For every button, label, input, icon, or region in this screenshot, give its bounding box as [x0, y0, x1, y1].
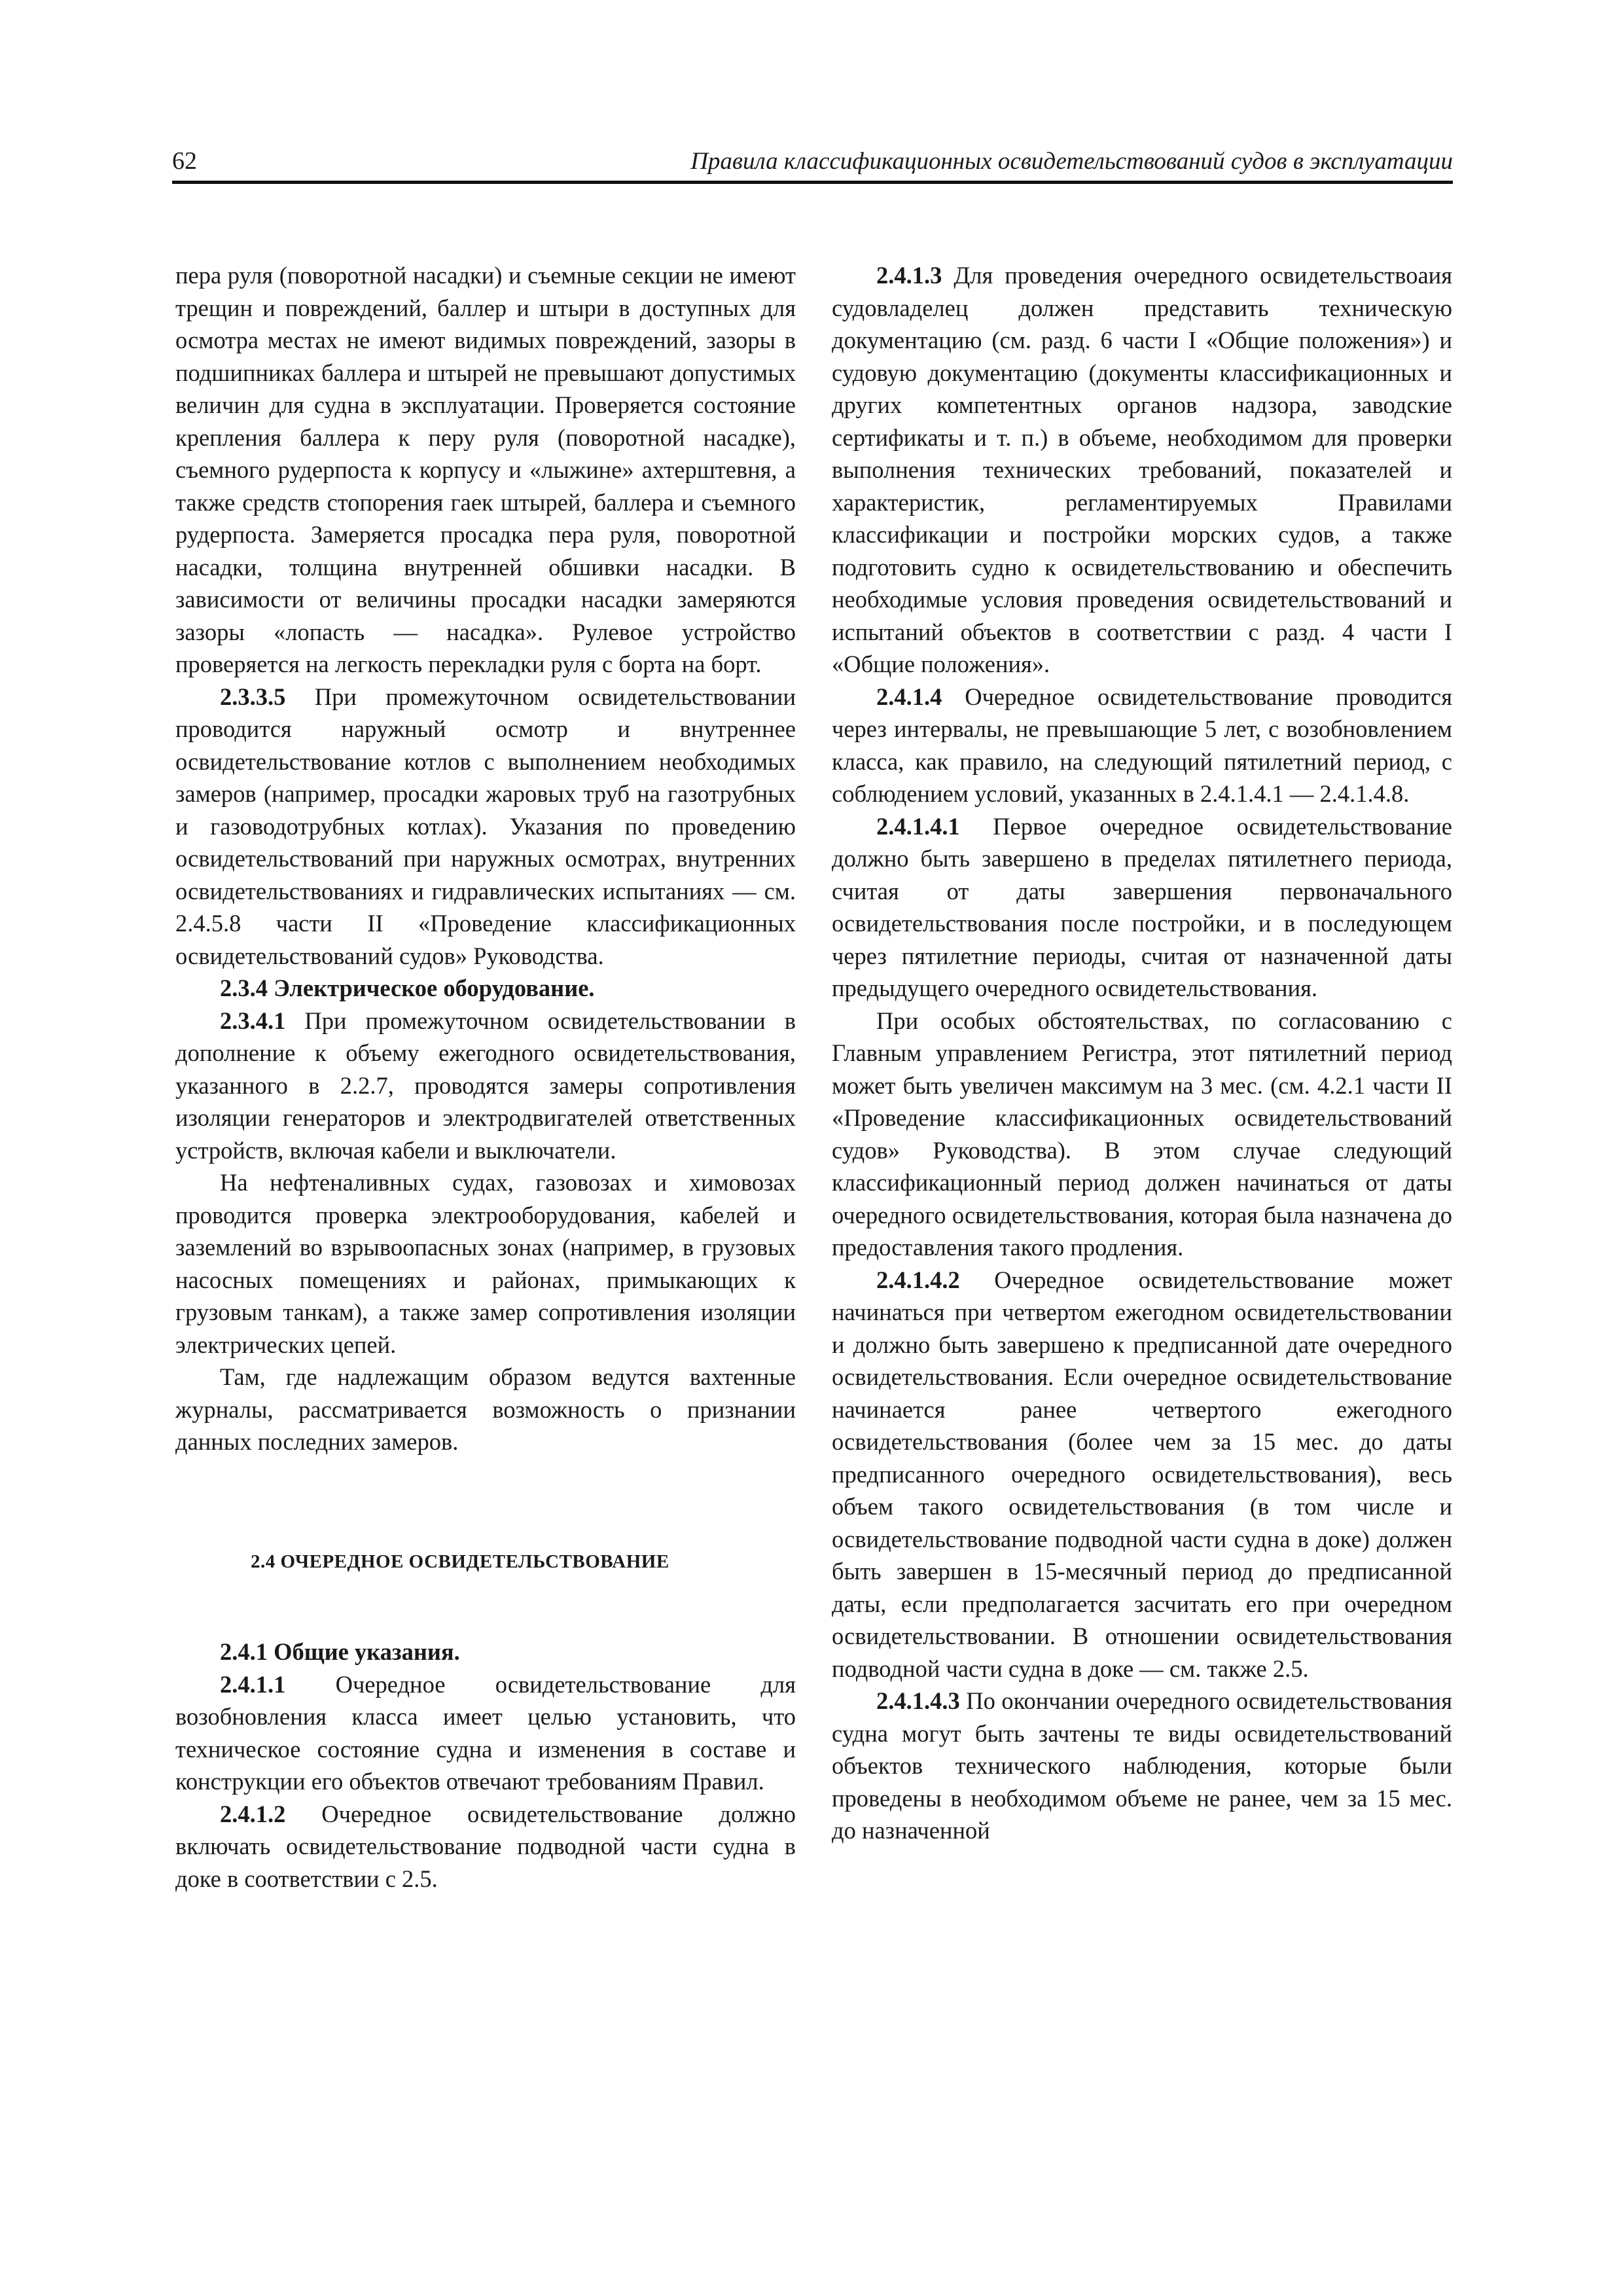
- clause-number: 2.4.1.4.3: [876, 1687, 960, 1714]
- clause-number: 2.4.1.4.2: [876, 1266, 960, 1293]
- paragraph: [175, 1668, 796, 1798]
- paragraph-text: Очередное освидетельствование должно включать освидетельствование подводной части судна в доке в соответствии с 2.5.: [175, 1800, 796, 1892]
- paragraph: пера руля (поворотной насадки) и съемные секции не имеют трещин и повреждений, баллер и штыри в доступных для осмотра местах не имеют видимых повреждений, зазоры в подшипниках баллера и штырей не превышают допустимых величин для судна в эксплуатации. Проверяется состояние крепления баллера к перу руля (поворотной насадке), съемного рудерпоста к корпусу и «лыжине» ахтерштевня, а также средств стопорения гаек штырей, баллера и съемного рудерпоста. Замеряется просадка пера руля, поворотной насадки, толщина внутренней обшивки насадки. В зависимости от величины просадки насадки замеряются зазоры «лопасть — насадка». Рулевое устройство проверяется на легкость перекладки руля с борта на борт.: [175, 262, 796, 677]
- paragraph: [832, 681, 1452, 810]
- clause-number: 2.4.1.4.1: [876, 812, 960, 840]
- paragraph: [175, 1005, 796, 1167]
- page-number: 62: [172, 147, 197, 175]
- spacer: [175, 1458, 796, 1546]
- paragraph-text: При промежуточном освидетельствовании проводится наружный осмотр и внутреннее освидетельствование котлов с выполнением необходимых замеров (например, просадки жаровых труб на газотрубных и газоводотрубных котлах). Указания по проведению освидетельствований при наружных осмотрах, внутренних освидетельствованиях и гидравлических испытаниях — см. 2.4.5.8 части II «Проведение классификационных освидетельствований судов» Руководства.: [175, 683, 796, 969]
- paragraph-text: Очередное освидетельствование может начинаться при четвертом ежегодном освидетельствовании и должно быть завершено к предписанной дате очередного освидетельствования. Если очередное освидетельствование начинается ранее четвертого ежегодного освидетельствования (более чем за 15 мес. до даты предписанного очередного освидетельствования), весь объем такого освидетельствования (в том числе и освидетельствование подводной части судна в доке) должен быть завершен в 15-месячный период до предписанной даты, если предполагается засчитать его при очередном освидетельствовании. В отношении освидетельствования подводной части судна в доке — см. также 2.5.: [832, 1266, 1452, 1682]
- clause-number: 2.3.4.1: [220, 1007, 286, 1034]
- subsection-heading: [175, 1636, 796, 1668]
- clause-number: 2.4.1.3: [876, 262, 942, 289]
- paragraph-text: По окончании очередного освидетельствования судна могут быть зачтены те виды освидетельствований объектов технического наблюдения, которые были проведены в необходимом объеме не ранее, чем за 15 мес. до назначенной: [832, 1687, 1452, 1844]
- clause-number: 2.3.3.5: [220, 683, 286, 710]
- paragraph: На нефтеналивных судах, газовозах и химовозах проводится проверка электрооборудования, кабелей и заземлений во взрывоопасных зонах (например, в грузовых насосных помещениях и районах, примыкающих к грузовым танкам), а также замер сопротивления изоляции электрических цепей.: [175, 1169, 796, 1358]
- clause-number: 2.4.1.4: [876, 683, 942, 710]
- page-header: [172, 141, 1453, 184]
- subsection-heading: [175, 972, 796, 1005]
- paragraph-text: Очередное освидетельствование для возобновления класса имеет целью установить, что техническое состояние судна и изменения в составе и конструкции его объектов отвечают требованиям Правил.: [175, 1670, 796, 1795]
- paragraph: [175, 1798, 796, 1895]
- paragraph: [832, 1264, 1452, 1685]
- paragraph: [832, 259, 1452, 681]
- paragraph: [832, 810, 1452, 1005]
- running-title: Правила классификационных освидетельствований судов в эксплуатации: [690, 148, 1453, 175]
- paragraph: При особых обстоятельствах, по согласованию с Главным управлением Регистра, этот пятилетний период может быть увеличен максимум на 3 мес. (см. 4.2.1 части II «Проведение классификационных освидетельствований судов» Руководства). В этом случае следующий классификационный период должен начинаться от даты очередного освидетельствования, которая была назначена до предоставления такого продления.: [832, 1007, 1452, 1261]
- clause-number: 2.4.1.1: [220, 1670, 286, 1698]
- paragraph-text: Для проведения очередного освидетельствоаия судовладелец должен представить техническую документацию (см. разд. 6 части I «Общие положения») и судовую документацию (документы классификационных и других компетентных органов надзора, заводские сертификаты и т. п.) в объеме, необходимом для проверки выполнения технических требований, показателей и характеристик, регламентируемых Правилами классификации и постройки морских судов, а также подготовить судно к освидетельствованию и обеспечить необходимые условия проведения освидетельствований и испытаний объектов в соответствии с разд. 4 части I «Общие положения».: [832, 262, 1452, 677]
- section-title: 2.4 ОЧЕРЕДНОЕ ОСВИДЕТЕЛЬСТВОВАНИЕ: [251, 1551, 669, 1572]
- right-column: [832, 259, 1452, 1847]
- paragraph: [832, 1685, 1452, 1847]
- subsection-heading-text: 2.4.1 Общие указания.: [220, 1638, 460, 1665]
- paragraph: [175, 681, 796, 973]
- clause-number: 2.4.1.2: [220, 1800, 286, 1827]
- left-column: [175, 259, 796, 1895]
- paragraph: Там, где надлежащим образом ведутся вахтенные журналы, рассматривается возможность о признании данных последних замеров.: [175, 1363, 796, 1455]
- paragraph-text: Очередное освидетельствование проводится через интервалы, не превышающие 5 лет, с возобновлением класса, как правило, на следующий пятилетний период, с соблюдением условий, указанных в 2.4.1.4.1 — 2.4.1.4.8.: [832, 683, 1452, 807]
- paragraph-text: Первое очередное освидетельствование должно быть завершено в пределах пятилетнего периода, считая от даты завершения первоначального освидетельствования после постройки, и в последующем через пятилетние периоды, считая от назначенной даты предыдущего очередного освидетельствования.: [832, 812, 1452, 1001]
- subsection-heading-text: 2.3.4 Электрическое оборудование.: [220, 975, 595, 1001]
- paragraph-text: При промежуточном освидетельствовании в дополнение к объему ежегодного освидетельствования, указанного в 2.2.7, проводятся замеры сопротивления изоляции генераторов и электродвигателей ответственных устройств, включая кабели и выключатели.: [175, 1007, 796, 1164]
- spacer: [175, 1578, 796, 1636]
